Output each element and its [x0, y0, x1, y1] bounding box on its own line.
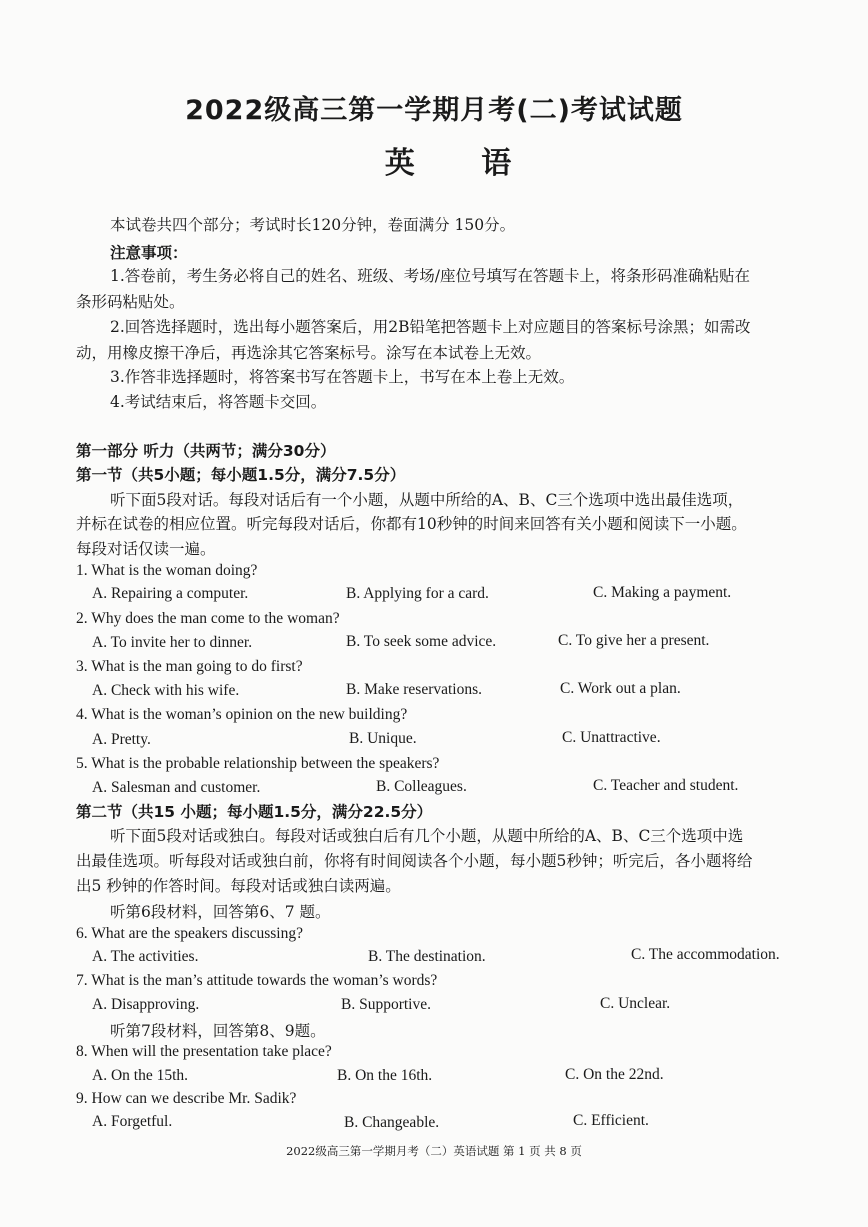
question-6-option-b: B. The destination. [368, 948, 486, 965]
section-1-instructions-line-1: 听下面5段对话。每段对话后有一个小题，从题中所给的A、B、C三个选项中选出最佳选项， [110, 491, 744, 509]
question-6-option-a: A. The activities. [92, 948, 199, 965]
section-1-heading: 第一节（共5小题；每小题1.5分，满分7.5分） [76, 466, 406, 484]
question-1-option-b: B. Applying for a card. [346, 585, 489, 602]
note-1-line-1: 1.答卷前，考生务必将自己的姓名、班级、考场/座位号填写在答题卡上，将条形码准确粘贴在 [110, 267, 751, 285]
question-3-option-a: A. Check with his wife. [92, 682, 240, 699]
question-1-stem: 1. What is the woman doing? [76, 562, 258, 579]
question-5-option-c: C. Teacher and student. [593, 777, 739, 794]
question-9-option-a: A. Forgetful. [92, 1113, 173, 1130]
question-7-option-b: B. Supportive. [341, 996, 431, 1013]
question-4-stem: 4. What is the woman’s opinion on the new building? [76, 706, 408, 723]
question-2-stem: 2. Why does the man come to the woman? [76, 610, 340, 627]
question-4-option-c: C. Unattractive. [562, 729, 661, 746]
question-9-stem: 9. How can we describe Mr. Sadik? [76, 1090, 297, 1107]
question-7-stem: 7. What is the man’s attitude towards the woman’s words? [76, 972, 438, 989]
question-2-option-b: B. To seek some advice. [346, 633, 497, 650]
question-8-option-a: A. On the 15th. [92, 1067, 189, 1084]
question-4-option-a: A. Pretty. [92, 731, 151, 748]
subject-title: 英 语 [384, 146, 540, 181]
question-3-option-c: C. Work out a plan. [560, 680, 681, 697]
question-7-option-c: C. Unclear. [600, 995, 671, 1012]
section-1-instructions-line-2: 并标在试卷的相应位置。听完每段对话后，你都有10秒钟的时间来回答有关小题和阅读下一小题。 [76, 515, 747, 533]
question-1-option-a: A. Repairing a computer. [92, 585, 249, 602]
section-2-heading: 第二节（共15 小题；每小题1.5分，满分22.5分） [76, 803, 433, 821]
question-3-stem: 3. What is the man going to do first? [76, 658, 303, 675]
question-5-stem: 5. What is the probable relationship between the speakers? [76, 755, 440, 772]
page-title: 2022级高三第一学期月考(二)考试试题 [185, 95, 683, 126]
question-2-option-c: C. To give her a present. [558, 632, 710, 649]
question-7-option-a: A. Disapproving. [92, 996, 200, 1013]
note-3: 3.作答非选择题时，将答案书写在答题卡上，书写在本上卷上无效。 [110, 368, 575, 386]
material-7-prompt: 听第7段材料，回答第8、9题。 [110, 1022, 326, 1040]
question-3-option-b: B. Make reservations. [346, 681, 483, 698]
question-4-option-b: B. Unique. [349, 730, 417, 747]
notes-heading: 注意事项： [110, 244, 188, 262]
question-8-stem: 8. When will the presentation take place? [76, 1043, 332, 1060]
section-2-instructions-line-3: 出5 秒钟的作答时间。每段对话或独白读两遍。 [76, 877, 401, 895]
section-2-instructions-line-1: 听下面5段对话或独白。每段对话或独白后有几个小题，从题中所给的A、B、C三个选项中选 [110, 827, 744, 845]
question-9-option-c: C. Efficient. [573, 1112, 649, 1129]
section-1-instructions-line-3: 每段对话仅读一遍。 [76, 540, 216, 558]
note-2-line-2: 动，用橡皮擦干净后，再选涂其它答案标号。涂写在本试卷上无效。 [76, 344, 542, 362]
question-5-option-b: B. Colleagues. [376, 778, 467, 795]
note-1-line-2: 条形码粘贴处。 [76, 293, 185, 311]
exam-overview: 本试卷共四个部分；考试时长120分钟，卷面满分 150分。 [110, 216, 516, 234]
question-5-option-a: A. Salesman and customer. [92, 779, 261, 796]
question-6-option-c: C. The accommodation. [631, 946, 780, 963]
question-1-option-c: C. Making a payment. [593, 584, 732, 601]
question-6-stem: 6. What are the speakers discussing? [76, 925, 303, 942]
note-2-line-1: 2.回答选择题时，选出每小题答案后，用2B铅笔把答题卡上对应题目的答案标号涂黑；如需改 [110, 318, 751, 336]
note-4: 4.考试结束后，将答题卡交回。 [110, 393, 327, 411]
material-6-prompt: 听第6段材料，回答第6、7 题。 [110, 903, 331, 921]
question-2-option-a: A. To invite her to dinner. [92, 634, 253, 651]
part-1-heading: 第一部分 听力（共两节；满分30分） [76, 442, 336, 460]
question-8-option-c: C. On the 22nd. [565, 1066, 664, 1083]
question-9-option-b: B. Changeable. [344, 1114, 440, 1131]
section-2-instructions-line-2: 出最佳选项。听每段对话或独白前，你将有时间阅读各个小题，每小题5秒钟；听完后，各小题将给 [76, 852, 753, 870]
page-footer: 2022级高三第一学期月考（二）英语试题 第 1 页 共 8 页 [286, 1144, 582, 1158]
question-8-option-b: B. On the 16th. [337, 1067, 433, 1084]
